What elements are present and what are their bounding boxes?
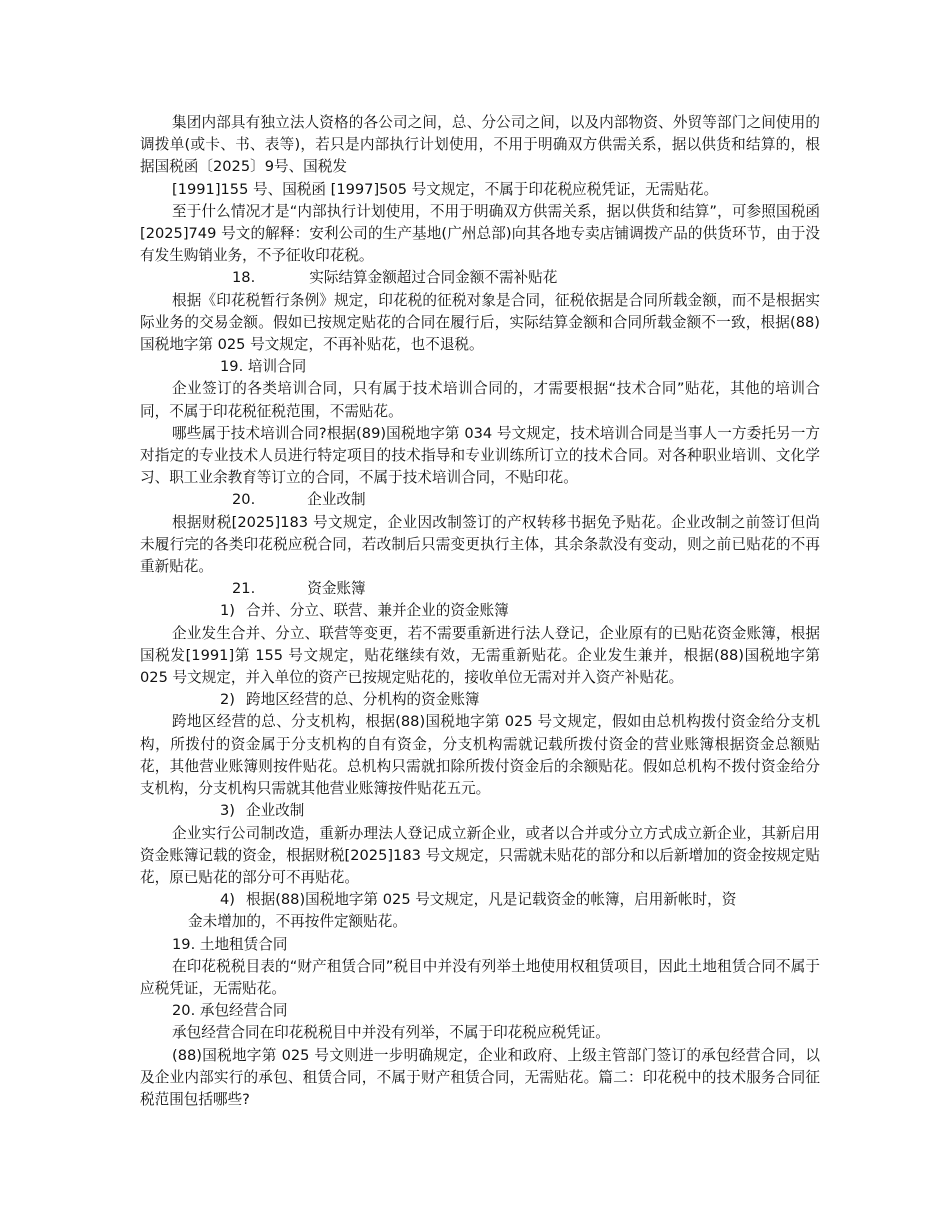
section-heading bbox=[140, 578, 820, 600]
heading-title: 培训合同 bbox=[247, 358, 307, 376]
paragraph: (88)国税地字第 025 号文则进一步明确规定，企业和政府、上级主管部门签订的承包经营合同，以及企业内部实行的承包、租赁合同，不属于财产租赁合同，无需贴花。篇二：印花税中的技术服务合同征税范围包括哪些? bbox=[140, 1046, 820, 1108]
paragraph: 金未增加的，不再按件定额贴花。 bbox=[188, 913, 407, 931]
subheading bbox=[140, 689, 820, 711]
paragraph: 哪些属于技术培训合同?根据(89)国税地字第 034 号文规定，技术培训合同是当事人一方委托另一方对指定的专业技术人员进行特定项目的技术指导和专业训练所订立的技术合同。对各种职业培训、文化学习、职工业余教育等订立的合同，不属于技术培训合同，不贴印花。 bbox=[140, 424, 820, 487]
paragraph: 在印花税税目表的“财产租赁合同”税目中并没有列举土地使用权租赁项目，因此土地租赁合同不属于应税凭证，无需贴花。 bbox=[140, 957, 820, 997]
section-heading bbox=[140, 267, 820, 289]
subheading-number: 3) bbox=[220, 802, 235, 820]
subheading bbox=[140, 600, 820, 622]
subheading-title: 合并、分立、联营、兼并企业的资金账簿 bbox=[246, 602, 509, 620]
subheading-number: 1) bbox=[220, 602, 235, 620]
subheading-number: 4) bbox=[220, 891, 235, 909]
subheading-title: 企业改制 bbox=[246, 802, 305, 820]
paragraph: 至于什么情况才是“内部执行计划使用，不用于明确双方供需关系，据以供货和结算”，可参照国税函[2025]749 号文的解释：安利公司的生产基地(广州总部)向其各地专卖店铺调拨产品的供货环节，由于没有发生购销业务，不予征收印花税。 bbox=[140, 202, 821, 265]
heading-title: 实际结算金额超过合同金额不需补贴花 bbox=[309, 269, 558, 287]
paragraph: 集团内部具有独立法人资格的各公司之间，总、分公司之间，以及内部物资、外贸等部门之间使用的调拨单(或卡、书、表等)，若只是内部执行计划使用，不用于明确双方供需关系，据以供货和结算的，根据国税函〔2025〕9号、国税发 bbox=[140, 114, 820, 176]
heading-title: 资金账簿 bbox=[307, 580, 366, 598]
subheading-title: 跨地区经营的总、分机构的资金账簿 bbox=[246, 691, 480, 709]
paragraph: 跨地区经营的总、分支机构，根据(88)国税地字第 025 号文规定，假如由总机构拨付资金给分支机构，所拨付的资金属于分支机构的自有资金，分支机构需就记载所拨付资金的营业账簿根据资金总额贴花，其他营业账簿则按件贴花。总机构只需就扣除所拨付资金后的余额贴花。假如总机构不拨付资金给分支机构，分支机构只需就其他营业账簿按件贴花五元。 bbox=[140, 713, 820, 798]
document-body bbox=[140, 112, 820, 1111]
heading-number: 21. bbox=[232, 580, 256, 598]
paragraph: 根据《印花税暂行条例》规定，印花税的征税对象是合同，征税依据是合同所载金额，而不是根据实际业务的交易金额。假如已按规定贴花的合同在履行后，实际结算金额和合同所载金额不一致，根据(88)国税地字第 025 号文规定，不再补贴花，也不退税。 bbox=[140, 291, 820, 354]
paragraph: 根据财税[2025]183 号文规定，企业因改制签订的产权转移书据免予贴花。企业改制之前签订但尚未履行完的各类印花税应税合同，若改制后只需变更执行主体，其余条款没有变动，则之前已贴花的不再重新贴花。 bbox=[140, 513, 820, 576]
subheading bbox=[140, 889, 820, 911]
paragraph: 承包经营合同在印花税税目中并没有列举，不属于印花税应税凭证。 bbox=[172, 1024, 610, 1042]
paragraph: 企业实行公司制改造，重新办理法人登记成立新企业，或者以合并或分立方式成立新企业，其新启用资金账簿记载的资金，根据财税[2025]183 号文规定，只需就未贴花的部分和以后新增加的资金按规定贴花，原已贴花的部分可不再贴花。 bbox=[140, 824, 820, 886]
subheading-text: 根据(88)国税地字第 025 号文规定，凡是记载资金的帐簿，启用新帐时，资 bbox=[246, 891, 737, 909]
heading-number: 19. bbox=[220, 358, 244, 376]
section-heading: 20. 承包经营合同 bbox=[172, 1002, 288, 1020]
subheading bbox=[140, 800, 820, 822]
subheading-number: 2) bbox=[220, 691, 235, 709]
paragraph: 企业签订的各类培训合同，只有属于技术培训合同的，才需要根据“技术合同”贴花，其他的培训合同，不属于印花税征税范围，不需贴花。 bbox=[140, 380, 820, 420]
paragraph: 企业发生合并、分立、联营等变更，若不需要重新进行法人登记，企业原有的已贴花资金账簿，根据国税发[1991]第 155 号文规定，贴花继续有效，无需重新贴花。企业发生兼并，根据(88)国税地字第 025 号文规定，并入单位的资产已按规定贴花的，接收单位无需对并入资产补贴花。 bbox=[140, 624, 820, 687]
section-heading bbox=[140, 489, 820, 511]
paragraph: [1991]155 号、国税函 [1997]505 号文规定，不属于印花税应税凭证，无需贴花。 bbox=[172, 180, 719, 198]
heading-number: 20. bbox=[232, 491, 256, 509]
heading-number: 18. bbox=[232, 269, 256, 287]
heading-title: 企业改制 bbox=[307, 491, 366, 509]
section-heading: 19. 土地租赁合同 bbox=[172, 935, 288, 953]
section-heading bbox=[140, 356, 820, 378]
